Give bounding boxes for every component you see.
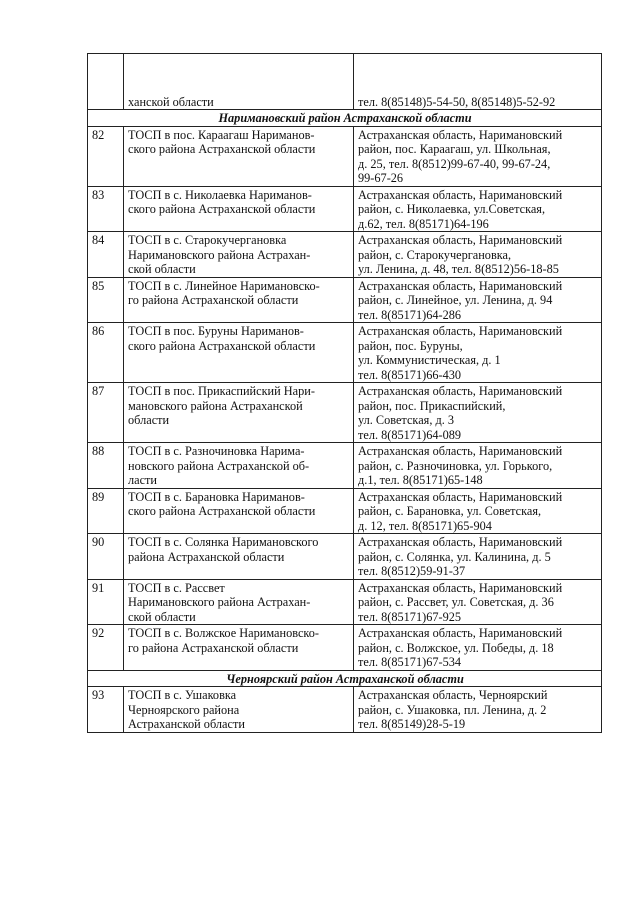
address-cell: Астраханская область, Наримановский район, пос. Буруны, ул. Коммунистическая, д. 1 тел. 8(85171)66-430: [354, 323, 602, 383]
office-name-cell: ТОСП в с. Старокучергановка Наримановского района Астрахан- ской области: [124, 232, 354, 278]
continuation-row: [88, 54, 602, 110]
address-cell: Астраханская область, Наримановский район, с. Николаевка, ул.Советская, д.62, тел. 8(85171)64-196: [354, 186, 602, 232]
row-number-cell: 82: [88, 126, 124, 186]
office-name-cell: ТОСП в с. Ушаковка Черноярского района Астраханской области: [124, 687, 354, 733]
row-number-cell: 86: [88, 323, 124, 383]
address-cell: Астраханская область, Наримановский район, с. Старокучергановка, ул. Ленина, д. 48, тел. 8(8512)56-18-85: [354, 232, 602, 278]
address-cell: Астраханская область, Наримановский район, с. Барановка, ул. Советская, д. 12, тел. 8(85171)65-904: [354, 488, 602, 534]
address-cell: Астраханская область, Черноярский район, с. Ушаковка, пл. Ленина, д. 2 тел. 8(85149)28-5-19: [354, 687, 602, 733]
section-title: Черноярский район Астраханской области: [88, 670, 602, 687]
section-title: Наримановский район Астраханской области: [88, 110, 602, 127]
address-cell: Астраханская область, Наримановский район, с. Солянка, ул. Калинина, д. 5 тел. 8(8512)59-91-37: [354, 534, 602, 580]
office-name-cell: ТОСП в с. Рассвет Наримановского района Астрахан- ской области: [124, 579, 354, 625]
row-number-cell: [88, 54, 124, 110]
row-number-cell: 89: [88, 488, 124, 534]
office-name-cell: ТОСП в пос. Прикаспийский Нари- мановского района Астраханской области: [124, 383, 354, 443]
table-row: [88, 488, 602, 534]
table-row: [88, 579, 602, 625]
address-cell: Астраханская область, Наримановский район, пос. Прикаспийский, ул. Советская, д. 3 тел. 8(85171)64-089: [354, 383, 602, 443]
row-number-cell: 83: [88, 186, 124, 232]
row-number-cell: 84: [88, 232, 124, 278]
address-cell: Астраханская область, Наримановский район, пос. Караагаш, ул. Школьная, д. 25, тел. 8(8512)99-67-40, 99-67-24, 99-67-26: [354, 126, 602, 186]
office-name-cell: ТОСП в с. Барановка Нариманов- ского района Астраханской области: [124, 488, 354, 534]
row-number-cell: 85: [88, 277, 124, 323]
address-cell: тел. 8(85148)5-54-50, 8(85148)5-52-92: [354, 54, 602, 110]
address-cell: Астраханская область, Наримановский район, с. Линейное, ул. Ленина, д. 94 тел. 8(85171)64-286: [354, 277, 602, 323]
section-header-row: [88, 110, 602, 127]
office-name-cell: ТОСП в с. Разночиновка Нарима- новского района Астраханской об- ласти: [124, 443, 354, 489]
office-name-cell: ТОСП в с. Волжское Наримановско- го района Астраханской области: [124, 625, 354, 671]
table-row: [88, 232, 602, 278]
address-cell: Астраханская область, Наримановский район, с. Рассвет, ул. Советская, д. 36 тел. 8(85171)67-925: [354, 579, 602, 625]
table-row: [88, 277, 602, 323]
office-name-cell: ТОСП в с. Солянка Наримановского района Астраханской области: [124, 534, 354, 580]
office-name-cell: ТОСП в пос. Буруны Нариманов- ского района Астраханской области: [124, 323, 354, 383]
section-header-row: [88, 670, 602, 687]
table-row: [88, 126, 602, 186]
row-number-cell: 90: [88, 534, 124, 580]
table-row: [88, 186, 602, 232]
address-cell: Астраханская область, Наримановский район, с. Разночиновка, ул. Горького, д.1, тел. 8(85171)65-148: [354, 443, 602, 489]
row-number-cell: 92: [88, 625, 124, 671]
row-number-cell: 93: [88, 687, 124, 733]
row-number-cell: 88: [88, 443, 124, 489]
table-row: [88, 534, 602, 580]
table-row: [88, 383, 602, 443]
address-cell: Астраханская область, Наримановский район, с. Волжское, ул. Победы, д. 18 тел. 8(85171)67-534: [354, 625, 602, 671]
office-name-cell: ТОСП в пос. Караагаш Нариманов- ского района Астраханской области: [124, 126, 354, 186]
table-row: [88, 625, 602, 671]
office-name-cell: ТОСП в с. Линейное Наримановско- го района Астраханской области: [124, 277, 354, 323]
office-name-cell: ханской области: [124, 54, 354, 110]
row-number-cell: 87: [88, 383, 124, 443]
row-number-cell: 91: [88, 579, 124, 625]
office-name-cell: ТОСП в с. Николаевка Нариманов- ского района Астраханской области: [124, 186, 354, 232]
table-row: [88, 687, 602, 733]
table-row: [88, 443, 602, 489]
table-row: [88, 323, 602, 383]
registry-table: [87, 53, 602, 733]
